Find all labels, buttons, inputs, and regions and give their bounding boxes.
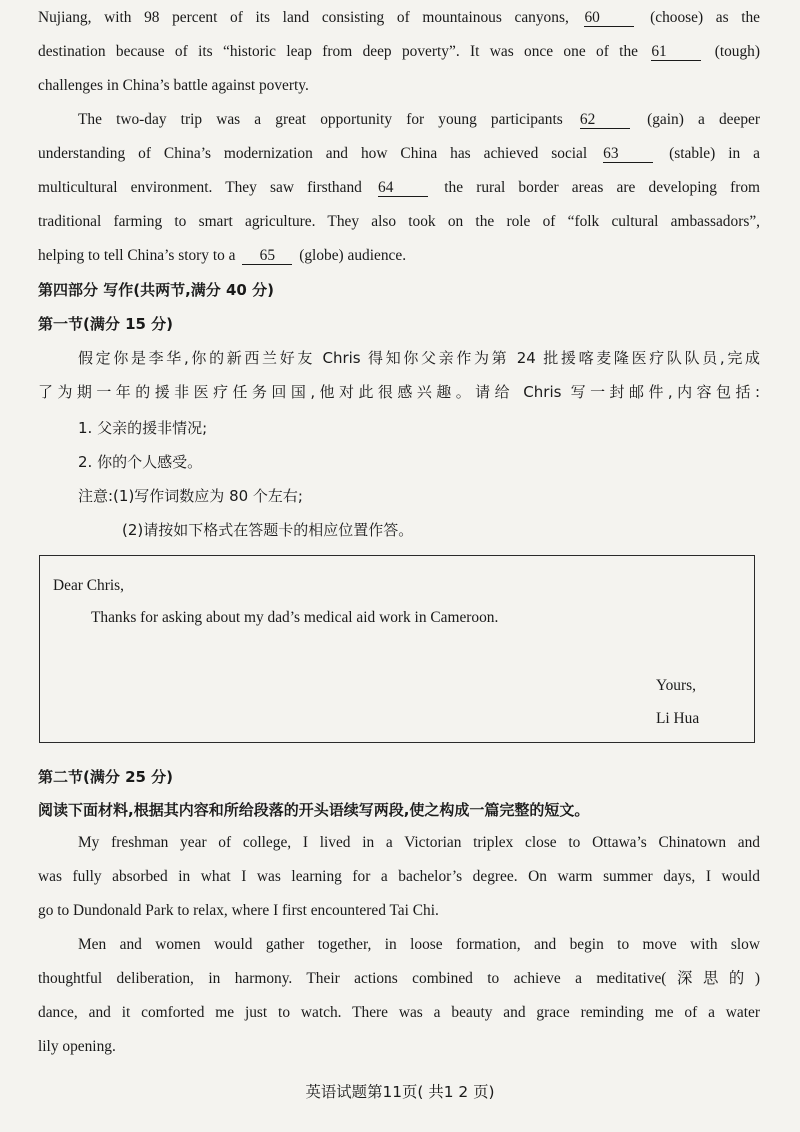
passage-text: (gain) a deeper [647,111,760,128]
passage-text: (stable) in a [669,145,760,162]
blank-60: 60 [584,9,634,27]
blank-63: 63 [603,145,653,163]
passage-line [78,110,760,130]
page-footer: 英语试题第11页( 共1 2 页) [305,1083,495,1101]
section1-prompt: 了为期一年的援非医疗任务回国,他对此很感兴趣。请给 Chris 写一封邮件,内容包括: [38,383,760,401]
story-line: My freshman year of college, I lived in a Victorian triplex close to Ottawa’s Chinatown and [78,834,760,851]
passage-text: helping to tell China’s story to a [38,247,236,264]
section2-instruction: 阅读下面材料,根据其内容和所给段落的开头语续写两段,使之构成一篇完整的短文。 [38,801,590,819]
passage-text: the rural border areas are developing from [444,179,761,196]
letter-signature: Li Hua [656,710,700,727]
blank-65: 65 [242,247,292,265]
blank-62: 62 [580,111,630,129]
blank-61: 61 [651,43,701,61]
story-line: thoughtful deliberation, in harmony. Their actions combined to achieve a meditative(深思的) [38,970,760,987]
prompt-item: 2. 你的个人感受。 [78,453,203,471]
section1-heading: 第一节(满分 15 分) [38,315,174,333]
passage-line [38,42,760,62]
blank-64: 64 [378,179,428,197]
passage-text: Nujiang, with 98 percent of its land consisting of mountainous canyons, [38,9,569,26]
passage-text: destination because of its “historic leap from deep poverty”. It was once one of the [38,43,638,60]
passage-line [38,8,760,28]
passage-text: understanding of China’s modernization and how China has achieved social [38,145,588,162]
story-line: dance, and it comforted me just to watch. There was a beauty and grace reminding me of a water [38,1004,760,1021]
writing-note: 注意:(1)写作词数应为 80 个左右; [78,487,303,505]
passage-line: traditional farming to smart agriculture. They also took on the role of “folk cultural ambassadors”, [38,213,760,230]
letter-format-box [39,555,755,743]
story-line: was fully absorbed in what I was learning for a bachelor’s degree. On warm summer days, I would [38,868,760,885]
letter-opening: Thanks for asking about my dad’s medical aid work in Cameroon. [91,609,499,626]
passage-text: The two-day trip was a great opportunity for young participants [78,111,563,128]
passage-text: multicultural environment. They saw firsthand [38,179,362,196]
story-line: lily opening. [38,1038,116,1055]
passage-line [38,246,760,266]
prompt-item: 1. 父亲的援非情况; [78,419,208,437]
passage-line [38,144,760,164]
passage-text: (tough) [714,43,760,60]
letter-closing: Yours, [656,677,696,694]
story-line: Men and women would gather together, in loose formation, and begin to move with slow [78,936,760,953]
section1-prompt: 假定你是李华,你的新西兰好友 Chris 得知你父亲作为第 24 批援喀麦隆医疗队队员,完成 [78,349,760,367]
part4-heading: 第四部分 写作(共两节,满分 40 分) [38,281,274,299]
passage-line: challenges in China’s battle against poverty. [38,77,309,94]
letter-salutation: Dear Chris, [53,577,124,594]
passage-text: (choose) as the [650,9,761,26]
story-line: go to Dundonald Park to relax, where I first encountered Tai Chi. [38,902,439,919]
writing-note: (2)请按如下格式在答题卡的相应位置作答。 [122,521,414,539]
passage-text: (globe) audience. [299,247,407,264]
section2-heading: 第二节(满分 25 分) [38,768,174,786]
passage-line [38,178,760,198]
